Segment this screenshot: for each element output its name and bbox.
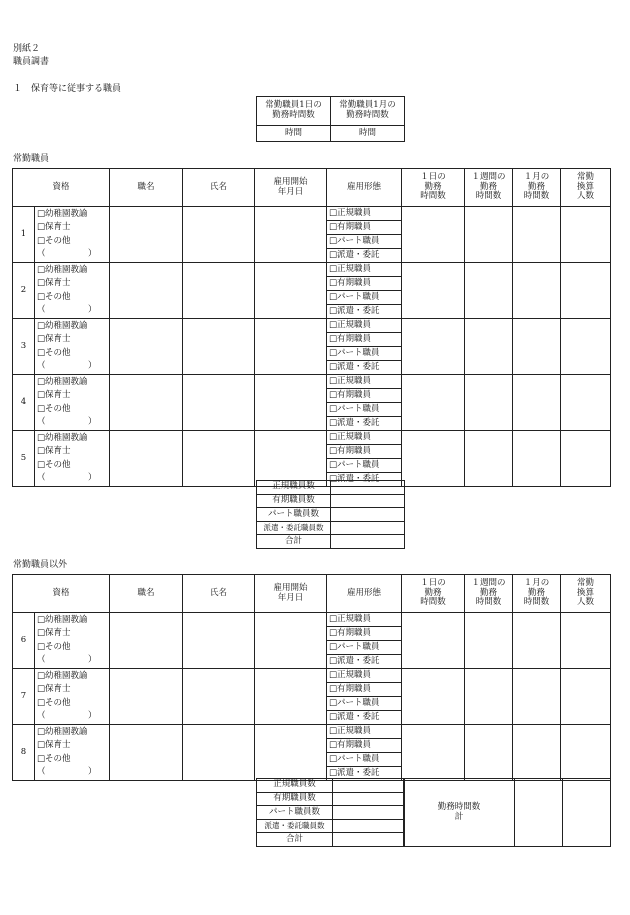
qualification-options <box>35 207 110 263</box>
qualification-other-field[interactable]: （ ） <box>37 249 97 259</box>
document-title: 職員調書 <box>13 57 50 67</box>
section1-title: １ 保育等に従事する職員 <box>13 84 122 94</box>
employment-checkbox[interactable]: □正規職員 <box>327 263 401 277</box>
qualification-checkbox[interactable]: □その他 <box>37 753 71 764</box>
name-cell[interactable] <box>183 613 255 669</box>
employment-type-options <box>327 207 402 263</box>
row-number: 5 <box>13 431 35 487</box>
weekly-hours-cell[interactable] <box>465 263 513 319</box>
employment-checkbox[interactable]: □パート職員 <box>327 235 401 249</box>
weekly-hours-cell[interactable] <box>465 319 513 375</box>
employment-checkbox[interactable]: □派遣・委託 <box>329 711 380 722</box>
nonfulltime-summary <box>256 778 405 847</box>
header-position: 職名 <box>110 169 183 207</box>
staff-row <box>13 263 611 319</box>
header-start-date: 雇用開始 年月日 <box>255 169 327 207</box>
qualification-checkbox[interactable]: □保育士 <box>37 684 71 694</box>
summary-value[interactable] <box>331 521 405 535</box>
employment-checkbox[interactable]: □有期職員 <box>327 683 401 697</box>
summary-label: 派遣・委託職員数 <box>257 819 333 833</box>
employment-checkbox[interactable]: □パート職員 <box>327 753 401 767</box>
monthly-hours-cell[interactable] <box>513 207 561 263</box>
qualification-options <box>35 319 110 375</box>
employment-type-options <box>327 375 402 431</box>
qualification-checkbox[interactable]: □幼稚園教諭 <box>37 726 88 737</box>
staff-row <box>13 725 611 781</box>
equiv-cell[interactable] <box>561 375 611 431</box>
employment-checkbox[interactable]: □有期職員 <box>327 277 401 291</box>
weekly-hours-cell[interactable] <box>465 725 513 781</box>
row-number: 7 <box>13 669 35 725</box>
monthly-hours-cell[interactable] <box>513 375 561 431</box>
employment-type-options <box>327 669 402 725</box>
employment-checkbox[interactable]: □パート職員 <box>327 291 401 305</box>
qualification-other-field[interactable]: （ ） <box>37 711 97 721</box>
employment-checkbox[interactable]: □正規職員 <box>327 207 401 221</box>
header-daily-hours: １日の 勤務 時間数 <box>402 169 465 207</box>
hours-box <box>256 96 405 142</box>
equiv-cell[interactable] <box>561 669 611 725</box>
header-daily-hours: １日の 勤務 時間数 <box>402 575 465 613</box>
summary-value[interactable] <box>333 792 405 806</box>
staff-row <box>13 207 611 263</box>
row-number: 4 <box>13 375 35 431</box>
header-qualification: 資格 <box>13 169 110 207</box>
work-hours-total-equiv[interactable] <box>563 779 611 847</box>
employment-checkbox[interactable]: □正規職員 <box>327 375 401 389</box>
qualification-checkbox[interactable]: □その他 <box>37 697 71 708</box>
position-cell[interactable] <box>110 375 183 431</box>
row-number: 1 <box>13 207 35 263</box>
monthly-hours-cell[interactable] <box>513 319 561 375</box>
summary-label: 有期職員数 <box>257 494 331 508</box>
daily-hours-cell[interactable] <box>402 207 465 263</box>
header-employment-type: 雇用形態 <box>327 169 402 207</box>
employment-type-options <box>327 319 402 375</box>
daily-hours-cell[interactable] <box>402 725 465 781</box>
summary-value[interactable] <box>333 779 405 793</box>
qualification-checkbox[interactable]: □幼稚園教諭 <box>37 264 88 275</box>
summary-label: パート職員数 <box>257 508 331 522</box>
equiv-cell[interactable] <box>561 207 611 263</box>
qualification-checkbox[interactable]: □保育士 <box>37 278 71 288</box>
qualification-other-field[interactable]: （ ） <box>37 473 97 483</box>
qualification-checkbox[interactable]: □幼稚園教諭 <box>37 432 88 443</box>
qualification-checkbox[interactable]: □その他 <box>37 403 71 414</box>
daily-hours-cell[interactable] <box>402 669 465 725</box>
daily-hours-cell[interactable] <box>402 613 465 669</box>
employment-checkbox[interactable]: □パート職員 <box>327 347 401 361</box>
employment-checkbox[interactable]: □パート職員 <box>327 459 401 473</box>
equiv-cell[interactable] <box>561 431 611 487</box>
equiv-cell[interactable] <box>561 263 611 319</box>
qualification-other-field[interactable]: （ ） <box>37 305 97 315</box>
qualification-checkbox[interactable]: □保育士 <box>37 390 71 400</box>
staff-row <box>13 319 611 375</box>
employment-checkbox[interactable]: □派遣・委託 <box>329 473 380 484</box>
employment-checkbox[interactable]: □正規職員 <box>327 725 401 739</box>
employment-checkbox[interactable]: □正規職員 <box>327 613 401 627</box>
daily-hours-cell[interactable] <box>402 263 465 319</box>
work-hours-total-label: 勤務時間数 計 <box>404 779 515 847</box>
header-equiv: 常勤 換算 人数 <box>561 169 611 207</box>
equiv-cell[interactable] <box>561 725 611 781</box>
weekly-hours-cell[interactable] <box>465 669 513 725</box>
qualification-checkbox[interactable]: □その他 <box>37 347 71 358</box>
position-cell[interactable] <box>110 613 183 669</box>
employment-checkbox[interactable]: □有期職員 <box>327 333 401 347</box>
employment-checkbox[interactable]: □パート職員 <box>327 641 401 655</box>
name-cell[interactable] <box>183 319 255 375</box>
nonfulltime-footer <box>256 778 610 846</box>
monthly-hours-unit: 時間 <box>331 126 405 142</box>
qualification-checkbox[interactable]: □保育士 <box>37 740 71 750</box>
position-cell[interactable] <box>110 207 183 263</box>
monthly-hours-cell[interactable] <box>513 725 561 781</box>
qualification-checkbox[interactable]: □幼稚園教諭 <box>37 670 88 681</box>
qualification-checkbox[interactable]: □その他 <box>37 291 71 302</box>
employment-checkbox[interactable]: □正規職員 <box>327 431 401 445</box>
qualification-options <box>35 669 110 725</box>
qualification-options <box>35 375 110 431</box>
position-cell[interactable] <box>110 319 183 375</box>
summary-value[interactable] <box>331 481 405 495</box>
name-cell[interactable] <box>183 207 255 263</box>
employment-checkbox[interactable]: □派遣・委託 <box>329 361 380 372</box>
employment-checkbox[interactable]: □有期職員 <box>327 389 401 403</box>
fulltime-title: 常勤職員 <box>13 154 50 164</box>
fulltime-summary <box>256 480 405 549</box>
equiv-cell[interactable] <box>561 613 611 669</box>
qualification-options <box>35 431 110 487</box>
qualification-checkbox[interactable]: □保育士 <box>37 628 71 638</box>
start-date-cell[interactable] <box>255 613 327 669</box>
header-equiv: 常勤 換算 人数 <box>561 575 611 613</box>
header-start-date: 雇用開始 年月日 <box>255 575 327 613</box>
staff-row <box>13 375 611 431</box>
qualification-options <box>35 263 110 319</box>
nonfulltime-table <box>12 574 611 781</box>
employment-checkbox[interactable]: □有期職員 <box>327 445 401 459</box>
employment-checkbox[interactable]: □派遣・委託 <box>329 767 380 778</box>
employment-type-options <box>327 613 402 669</box>
employment-checkbox[interactable]: □正規職員 <box>327 319 401 333</box>
start-date-cell[interactable] <box>255 207 327 263</box>
work-hours-total <box>403 778 611 847</box>
row-number: 2 <box>13 263 35 319</box>
employment-checkbox[interactable]: □有期職員 <box>327 221 401 235</box>
daily-hours-cell[interactable] <box>402 375 465 431</box>
name-cell[interactable] <box>183 725 255 781</box>
qualification-checkbox[interactable]: □幼稚園教諭 <box>37 208 88 219</box>
qualification-checkbox[interactable]: □幼稚園教諭 <box>37 320 88 331</box>
summary-label: 派遣・委託職員数 <box>257 521 331 535</box>
qualification-other-field[interactable]: （ ） <box>37 417 97 427</box>
equiv-cell[interactable] <box>561 319 611 375</box>
qualification-checkbox[interactable]: □その他 <box>37 641 71 652</box>
employment-checkbox[interactable]: □パート職員 <box>327 697 401 711</box>
qualification-checkbox[interactable]: □幼稚園教諭 <box>37 376 88 387</box>
qualification-checkbox[interactable]: □その他 <box>37 459 71 470</box>
name-cell[interactable] <box>183 263 255 319</box>
qualification-other-field[interactable]: （ ） <box>37 361 97 371</box>
weekly-hours-cell[interactable] <box>465 207 513 263</box>
summary-value[interactable] <box>331 535 405 549</box>
position-cell[interactable] <box>110 263 183 319</box>
qualification-checkbox[interactable]: □幼稚園教諭 <box>37 614 88 625</box>
qualification-other-field[interactable]: （ ） <box>37 767 97 777</box>
summary-value[interactable] <box>333 833 405 847</box>
employment-checkbox[interactable]: □パート職員 <box>327 403 401 417</box>
summary-value[interactable] <box>333 806 405 820</box>
employment-checkbox[interactable]: □派遣・委託 <box>329 305 380 316</box>
employment-checkbox[interactable]: □派遣・委託 <box>329 417 380 428</box>
summary-value[interactable] <box>333 819 405 833</box>
name-cell[interactable] <box>183 375 255 431</box>
summary-value[interactable] <box>331 494 405 508</box>
daily-hours-cell[interactable] <box>402 319 465 375</box>
monthly-hours-cell[interactable] <box>513 613 561 669</box>
row-number: 3 <box>13 319 35 375</box>
employment-type-options <box>327 725 402 781</box>
daily-hours-header: 常勤職員1日の 勤務時間数 <box>257 97 331 126</box>
qualification-options <box>35 613 110 669</box>
weekly-hours-cell[interactable] <box>465 613 513 669</box>
header-weekly-hours: １週間の 勤務 時間数 <box>465 575 513 613</box>
summary-label: 正規職員数 <box>257 779 333 793</box>
employment-checkbox[interactable]: □派遣・委託 <box>329 655 380 666</box>
header-monthly-hours: １月の 勤務 時間数 <box>513 169 561 207</box>
nonfulltime-title: 常勤職員以外 <box>13 560 68 570</box>
position-cell[interactable] <box>110 431 183 487</box>
qualification-checkbox[interactable]: □保育士 <box>37 222 71 232</box>
name-cell[interactable] <box>183 431 255 487</box>
summary-label: 合計 <box>257 833 333 847</box>
name-cell[interactable] <box>183 669 255 725</box>
header-monthly-hours: １月の 勤務 時間数 <box>513 575 561 613</box>
summary-label: 合計 <box>257 535 331 549</box>
summary-label: 有期職員数 <box>257 792 333 806</box>
qualification-checkbox[interactable]: □保育士 <box>37 334 71 344</box>
header-employment-type: 雇用形態 <box>327 575 402 613</box>
work-hours-total-monthly[interactable] <box>515 779 563 847</box>
start-date-cell[interactable] <box>255 431 327 487</box>
row-number: 8 <box>13 725 35 781</box>
staff-row <box>13 431 611 487</box>
weekly-hours-cell[interactable] <box>465 375 513 431</box>
start-date-cell[interactable] <box>255 319 327 375</box>
position-cell[interactable] <box>110 725 183 781</box>
staff-row <box>13 669 611 725</box>
row-number: 6 <box>13 613 35 669</box>
daily-hours-cell[interactable] <box>402 431 465 487</box>
header-position: 職名 <box>110 575 183 613</box>
employment-checkbox[interactable]: □正規職員 <box>327 669 401 683</box>
employment-checkbox[interactable]: □有期職員 <box>327 627 401 641</box>
weekly-hours-cell[interactable] <box>465 431 513 487</box>
monthly-hours-cell[interactable] <box>513 669 561 725</box>
qualification-options <box>35 725 110 781</box>
daily-hours-unit: 時間 <box>257 126 331 142</box>
start-date-cell[interactable] <box>255 725 327 781</box>
staff-row <box>13 613 611 669</box>
header-weekly-hours: １週間の 勤務 時間数 <box>465 169 513 207</box>
start-date-cell[interactable] <box>255 669 327 725</box>
start-date-cell[interactable] <box>255 375 327 431</box>
monthly-hours-cell[interactable] <box>513 431 561 487</box>
qualification-other-field[interactable]: （ ） <box>37 655 97 665</box>
start-date-cell[interactable] <box>255 263 327 319</box>
header-name: 氏名 <box>183 575 255 613</box>
header-qualification: 資格 <box>13 575 110 613</box>
employment-type-options <box>327 263 402 319</box>
employment-type-options <box>327 431 402 487</box>
employment-checkbox[interactable]: □有期職員 <box>327 739 401 753</box>
monthly-hours-header: 常勤職員1月の 勤務時間数 <box>331 97 405 126</box>
header-name: 氏名 <box>183 169 255 207</box>
qualification-checkbox[interactable]: □保育士 <box>37 446 71 456</box>
summary-label: 正規職員数 <box>257 481 331 495</box>
summary-label: パート職員数 <box>257 806 333 820</box>
monthly-hours-cell[interactable] <box>513 263 561 319</box>
summary-value[interactable] <box>331 508 405 522</box>
attachment-label: 別紙２ <box>13 44 41 54</box>
position-cell[interactable] <box>110 669 183 725</box>
fulltime-table <box>12 168 611 487</box>
employment-checkbox[interactable]: □派遣・委託 <box>329 249 380 260</box>
qualification-checkbox[interactable]: □その他 <box>37 235 71 246</box>
